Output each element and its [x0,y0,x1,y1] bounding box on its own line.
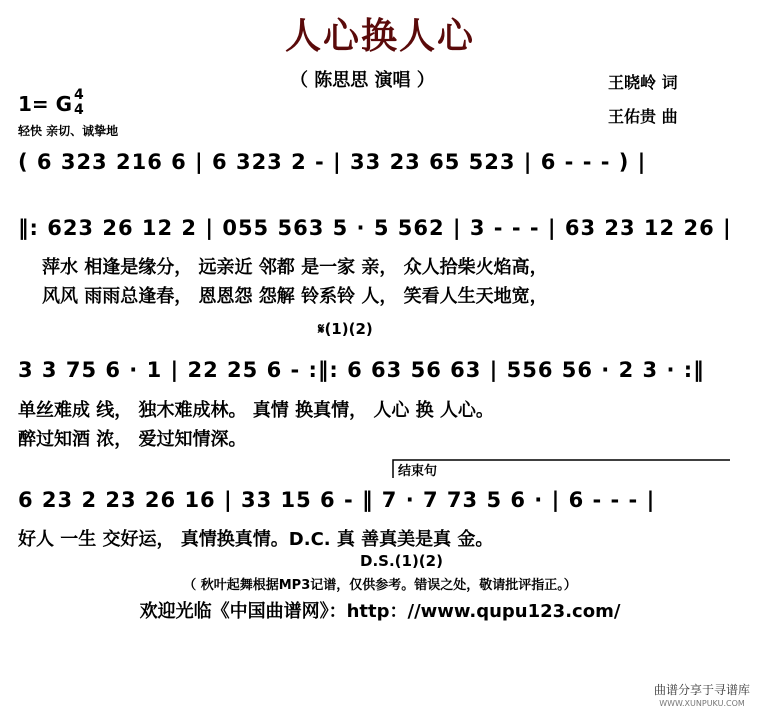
site-welcome-link[interactable]: 欢迎光临《中国曲谱网》：http：//www.qupu123.com/ [139,601,621,622]
lyric-row-3-verse-1: 单丝难成 线， 独木难成林。 真情 换真情， 人心 换 人心。 [18,400,494,421]
time-signature-bottom: 4 [74,102,84,118]
song-title: 人心换人心 [284,16,475,57]
ending-bracket [393,460,730,478]
watermark-text: 曲谱分享于寻谱库 [653,683,750,697]
performer-credit: （ 陈思思 演唱 ） [290,70,435,91]
composer-credit: 王佑贵 曲 [608,107,678,126]
tempo-marking: 轻快 亲切、诚挚地 [18,124,119,138]
notation-row-4: 6 23 2 23 26 16 | 33 15 6 - ‖ 7 · 7 73 5 6 · | 6 - - - | [18,488,656,512]
notation-row-3: 3 3 75 6 · 1 | 22 25 6 - :‖: 6 63 56 63 | 556 56 · 2 3 · :‖ [18,358,705,382]
lyricist-credit: 王晓岭 词 [608,73,678,92]
segno-label: 𝄋(1)(2) [318,320,373,338]
ds-label: D.S.(1)(2) [360,552,443,570]
lyric-row-2-verse-1: 萍水 相逢是缘分， 远亲近 邻都 是一家 亲， 众人拾柴火焰高， [42,257,548,278]
key-signature: 1= G [18,92,73,116]
watermark-url: WWW.XUNPUKU.COM [659,699,745,708]
notation-row-1: ( 6 323 216 6 | 6 323 2 - | 33 23 65 523 | 6 - - - ) | [18,150,647,174]
lyric-row-3-verse-2: 醉过知酒 浓， 爱过知情深。 [18,429,247,450]
notation-row-2: ‖: 623 26 12 2 | 055 563 5 · 5 562 | 3 - - - | 63 23 12 26 | [18,216,732,240]
ending-label: 结束句 [398,464,438,479]
lyric-row-2-verse-2: 风风 雨雨总逢春， 恩恩怨 怨解 铃系铃 人， 笑看人生天地宽， [42,286,548,307]
lyric-row-4: 好人 一生 交好运， 真情换真情。D.C. 真 善真美是真 金。 [18,529,494,550]
footnote: （ 秋叶起舞根据MP3记谱，仅供参考。错误之处，敬请批评指正。） [183,578,577,593]
time-signature-top: 4 [74,87,84,103]
